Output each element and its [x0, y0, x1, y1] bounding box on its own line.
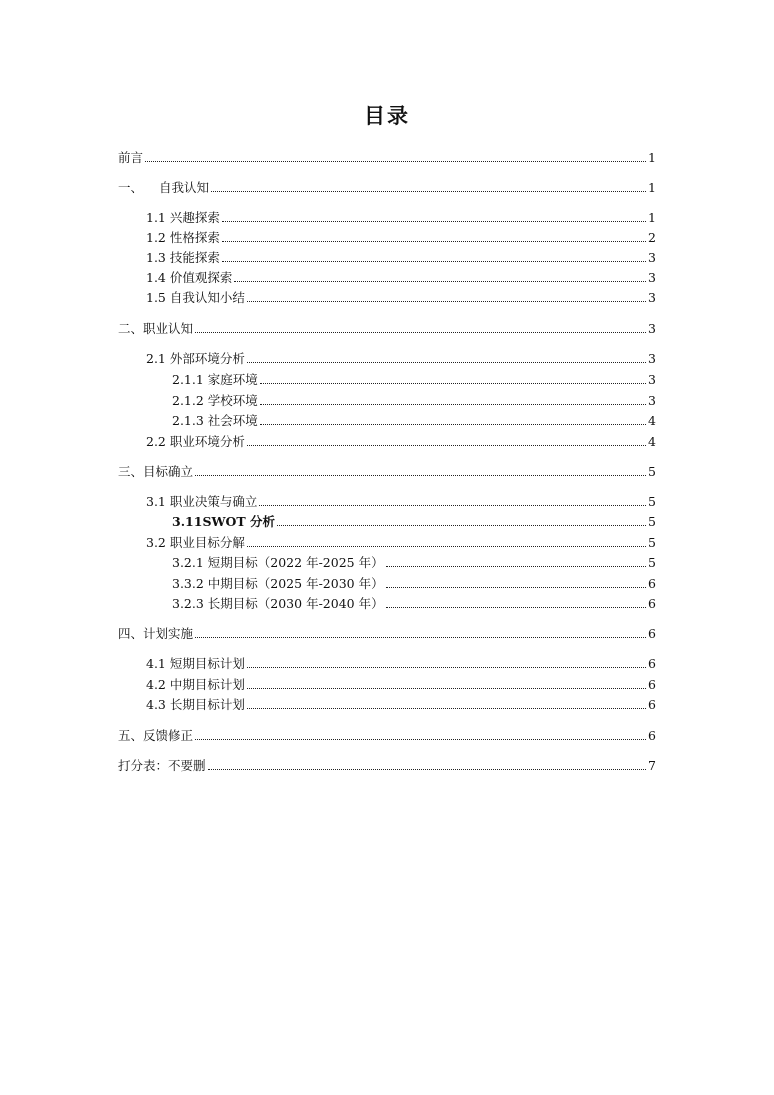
toc-entry-3-1-1[interactable] — [118, 510, 656, 530]
toc-entry-label: 1.3 技能探索 — [146, 250, 220, 265]
dot-leader — [260, 403, 646, 405]
dot-leader — [234, 280, 646, 282]
dot-leader — [247, 666, 646, 668]
dot-leader — [277, 524, 646, 526]
dot-leader — [247, 707, 646, 709]
toc-entry-1-2[interactable] — [118, 226, 656, 246]
toc-entry-page: 6 — [648, 596, 656, 611]
toc-entry-label: 1.1 兴趣探索 — [146, 210, 220, 225]
toc-entry-3-2-1[interactable] — [118, 551, 656, 571]
toc-entry-preface[interactable] — [118, 146, 656, 166]
dot-leader — [195, 738, 646, 740]
toc-entry-label: 前言 — [118, 150, 144, 165]
toc-entry-label: 四、计划实施 — [118, 626, 194, 641]
dot-leader — [222, 240, 646, 242]
dot-leader — [247, 444, 646, 446]
toc-entry-label: 打分表：不要删 — [118, 758, 206, 773]
toc-entry-page: 5 — [648, 464, 656, 479]
toc-entry-page: 4 — [648, 434, 656, 449]
toc-entry-page: 1 — [648, 180, 656, 195]
toc-entry-chapter-5[interactable] — [118, 724, 656, 744]
toc-entry-label: 二、职业认知 — [118, 321, 194, 336]
toc-entry-label: 2.1.1 家庭环境 — [172, 372, 258, 387]
toc-entry-label: 4.1 短期目标计划 — [146, 656, 245, 671]
dot-leader — [386, 586, 646, 588]
toc-entry-2-1-3[interactable] — [118, 409, 656, 429]
dot-leader — [247, 361, 646, 363]
toc-entry-page: 6 — [648, 697, 656, 712]
toc-entry-3-1[interactable] — [118, 490, 656, 510]
toc-entry-1-5[interactable] — [118, 286, 656, 306]
toc-entry-label: 五、反馈修正 — [118, 728, 194, 743]
dot-leader — [145, 160, 646, 162]
toc-entry-page: 7 — [648, 758, 656, 773]
dot-leader — [211, 190, 646, 192]
toc-entry-4-2[interactable] — [118, 673, 656, 693]
toc-entry-1-4[interactable] — [118, 266, 656, 286]
toc-entry-label: 3.2 职业目标分解 — [146, 535, 245, 550]
dot-leader — [260, 382, 646, 384]
toc-entry-page: 3 — [648, 321, 656, 336]
toc-entry-1-1[interactable] — [118, 206, 656, 226]
toc-entry-score-table[interactable] — [118, 754, 656, 774]
toc-entry-page: 3 — [648, 250, 656, 265]
dot-leader — [195, 331, 646, 333]
toc-entry-3-2-2[interactable] — [118, 572, 656, 592]
toc-entry-chapter-4[interactable] — [118, 622, 656, 642]
toc-entry-page: 3 — [648, 393, 656, 408]
toc-entry-page: 3 — [648, 372, 656, 387]
toc-entry-page: 6 — [648, 677, 656, 692]
toc-entry-page: 1 — [648, 150, 656, 165]
toc-entry-4-3[interactable] — [118, 693, 656, 713]
toc-entry-page: 5 — [648, 535, 656, 550]
toc-entry-page: 6 — [648, 626, 656, 641]
toc-entry-3-2[interactable] — [118, 531, 656, 551]
dot-leader — [247, 687, 646, 689]
dot-leader — [247, 300, 646, 302]
chapter-title: 自我认知 — [159, 180, 210, 195]
toc-entry-label: 3.1 职业决策与确立 — [146, 494, 258, 509]
toc-entry-2-1-2[interactable] — [118, 389, 656, 409]
toc-entry-label: 3.11SWOT 分析 — [172, 514, 276, 529]
toc-entry-page: 5 — [648, 555, 656, 570]
toc-entry-label: 4.3 长期目标计划 — [146, 697, 245, 712]
toc-entry-label: 2.1.2 学校环境 — [172, 393, 258, 408]
toc-entry-chapter-2[interactable] — [118, 317, 656, 337]
toc-entry-label: 2.2 职业环境分析 — [146, 434, 245, 449]
toc-entry-2-1-1[interactable] — [118, 368, 656, 388]
toc-entry-chapter-1[interactable] — [118, 176, 656, 196]
toc-entry-label: 3.3.2 中期目标（2025 年-2030 年） — [172, 576, 384, 591]
dot-leader — [386, 565, 646, 567]
toc-entry-label: 2.1 外部环境分析 — [146, 351, 245, 366]
toc-entry-page: 5 — [648, 514, 656, 529]
dot-leader — [247, 545, 646, 547]
toc-entry-label: 1.4 价值观探索 — [146, 270, 233, 285]
toc-entry-page: 6 — [648, 576, 656, 591]
toc-entry-2-1[interactable] — [118, 347, 656, 367]
dot-leader — [195, 636, 646, 638]
toc-entry-2-2[interactable] — [118, 430, 656, 450]
dot-leader — [260, 423, 646, 425]
toc-entry-page: 3 — [648, 270, 656, 285]
dot-leader — [208, 768, 647, 770]
toc-entry-label: 1.5 自我认知小结 — [146, 290, 245, 305]
toc-entry-label: 三、目标确立 — [118, 464, 194, 479]
dot-leader — [195, 474, 646, 476]
toc-entry-page: 2 — [648, 230, 656, 245]
toc-title: 目录 — [364, 104, 410, 128]
toc-entry-label: 4.2 中期目标计划 — [146, 677, 245, 692]
chapter-number: 一、 — [118, 180, 144, 195]
toc-entry-page: 1 — [648, 210, 656, 225]
toc-entry-page: 6 — [648, 728, 656, 743]
toc-entry-label: 3.2.3 长期目标（2030 年-2040 年） — [172, 596, 384, 611]
dot-leader — [386, 606, 646, 608]
toc-entry-label: 1.2 性格探索 — [146, 230, 220, 245]
dot-leader — [259, 504, 646, 506]
toc-entry-page: 3 — [648, 290, 656, 305]
toc-entry-1-3[interactable] — [118, 246, 656, 266]
dot-leader — [222, 260, 646, 262]
toc-entry-label: 2.1.3 社会环境 — [172, 413, 258, 428]
toc-entry-page: 3 — [648, 351, 656, 366]
toc-entry-label: 3.2.1 短期目标（2022 年-2025 年） — [172, 555, 384, 570]
toc-entry-label — [118, 180, 211, 196]
toc-entry-page: 5 — [648, 494, 656, 509]
toc-entry-4-1[interactable] — [118, 652, 656, 672]
toc-entry-3-2-3[interactable] — [118, 592, 656, 612]
toc-entry-page: 4 — [648, 413, 656, 428]
dot-leader — [222, 220, 646, 222]
toc-entry-chapter-3[interactable] — [118, 460, 656, 480]
toc-entry-page: 6 — [648, 656, 656, 671]
